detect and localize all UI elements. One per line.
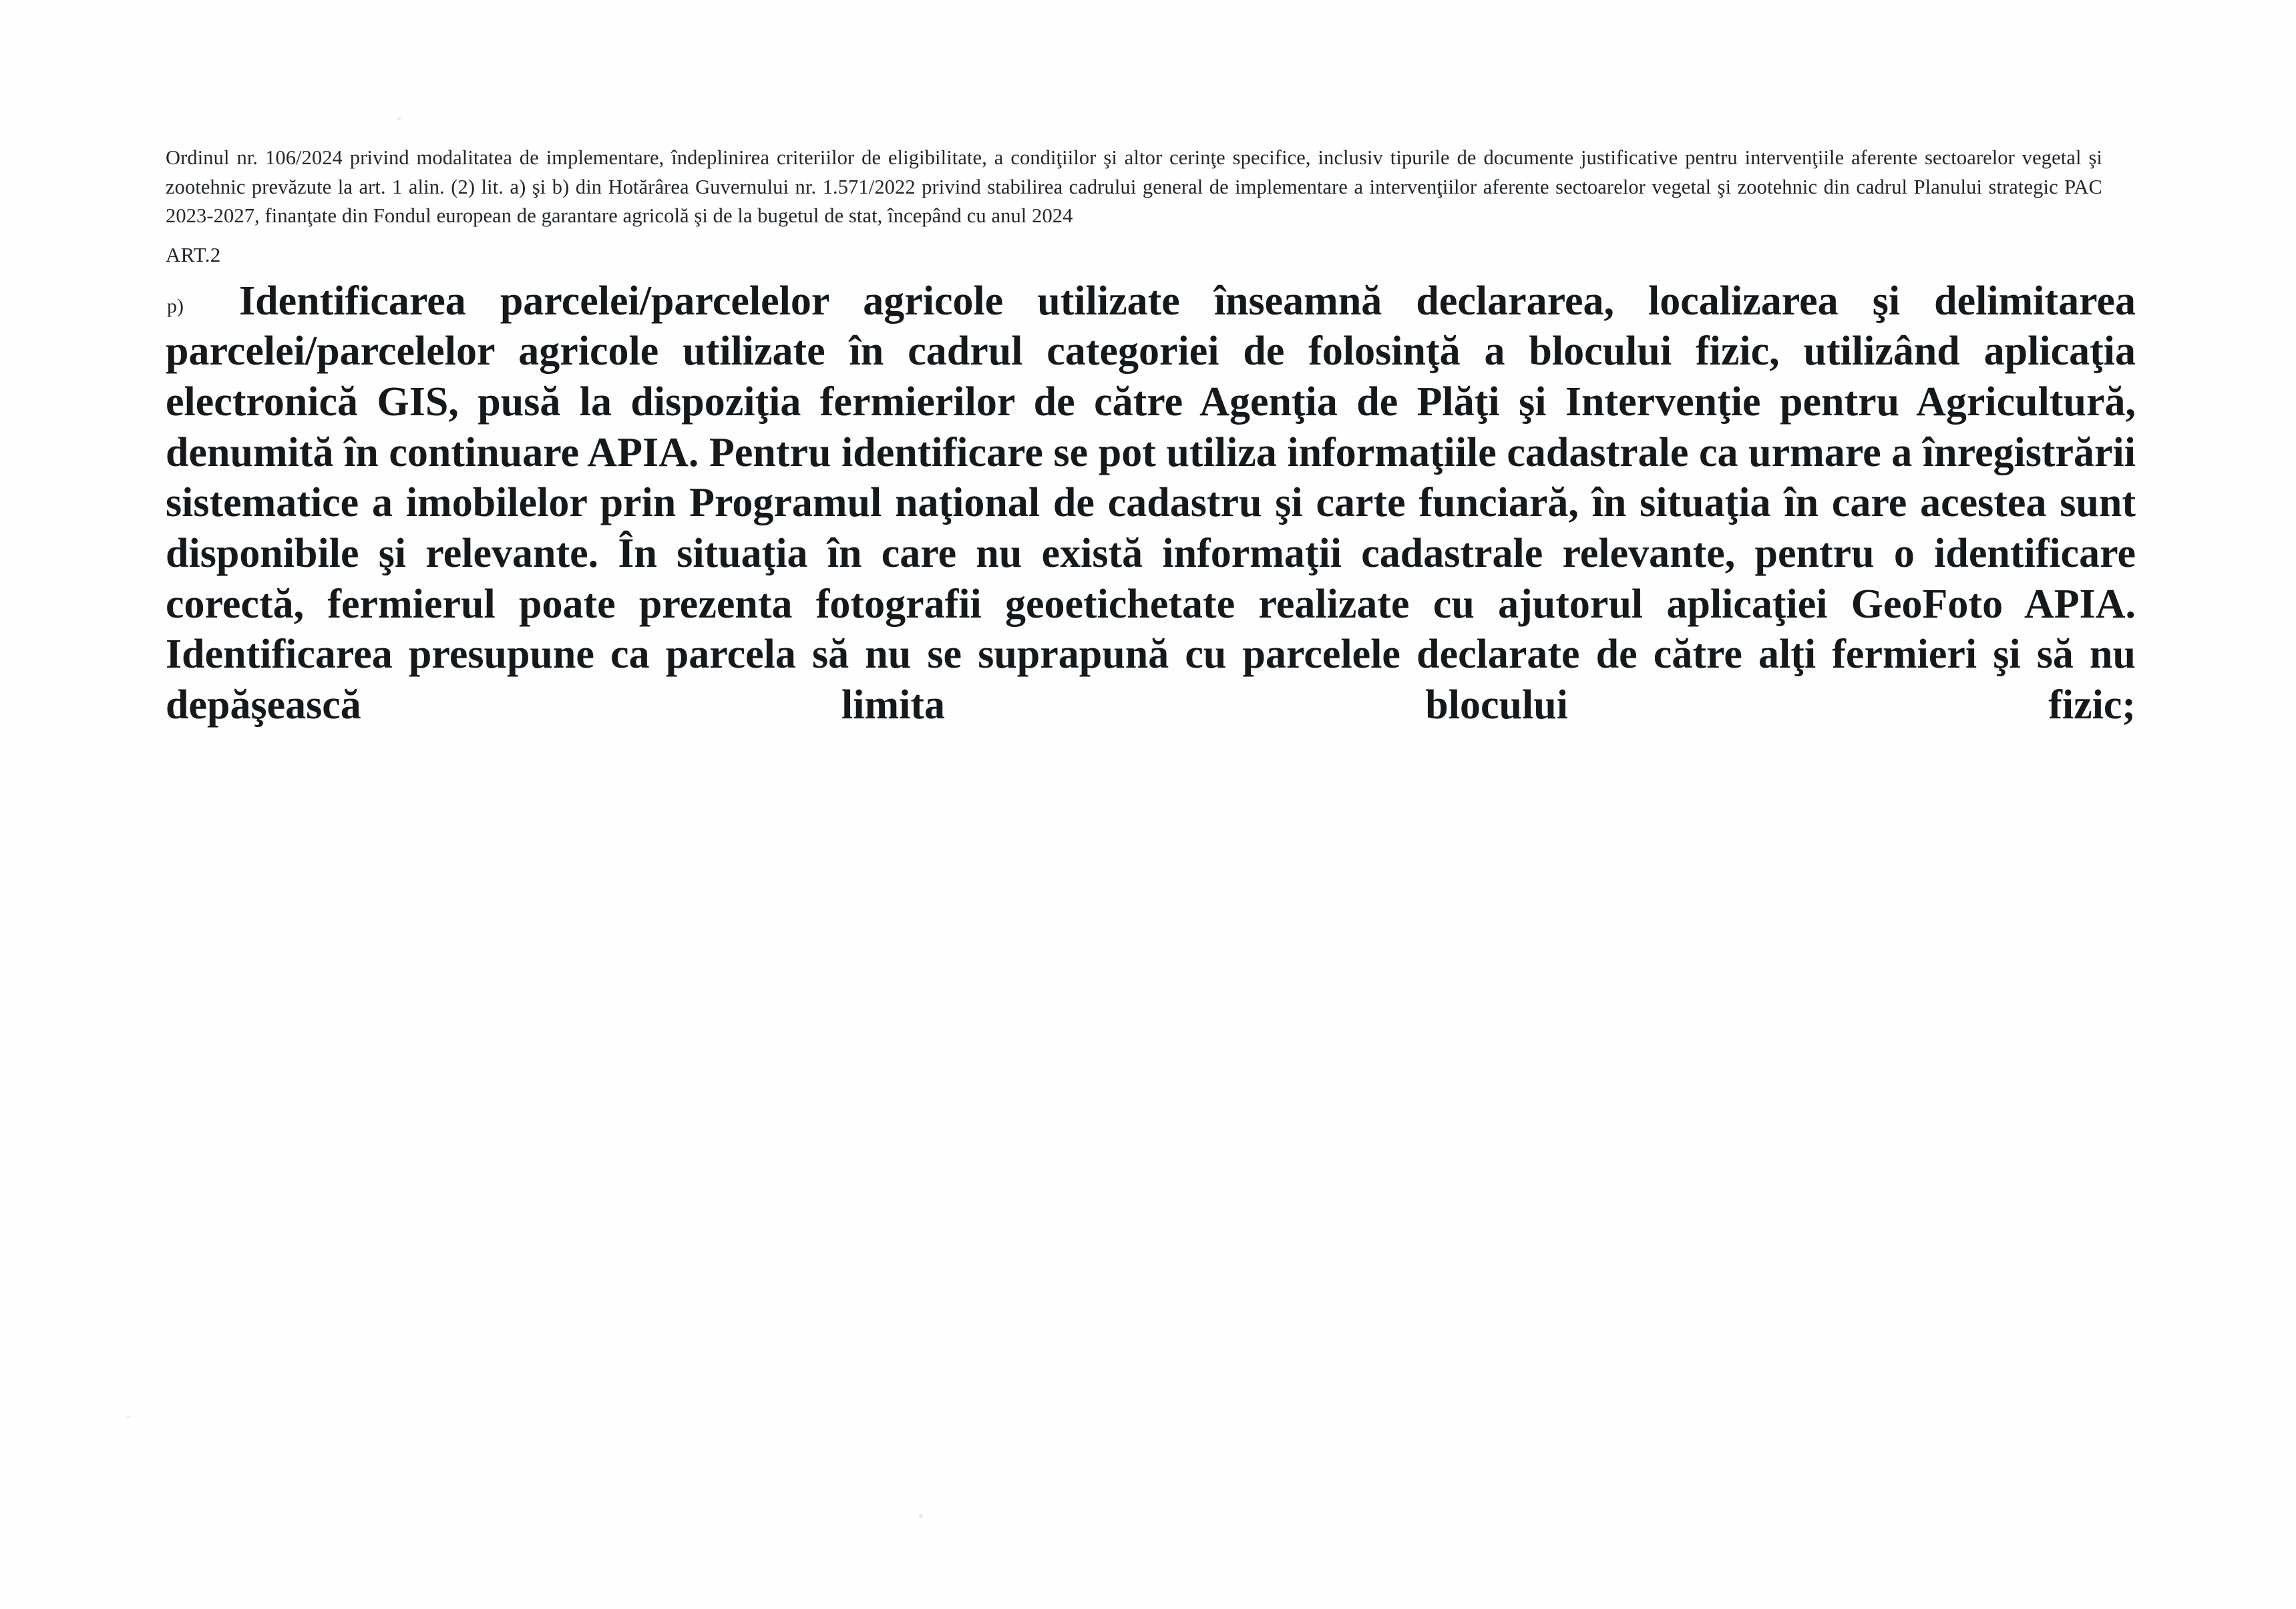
article-label: ART.2 [166,242,221,266]
list-letter-marker: p) [167,294,184,317]
scan-speck [127,1415,130,1418]
article-body [166,276,2136,781]
article-paragraph: Identificarea parcelei/parcelelor agricole utilizate înseamnă declararea, localizarea şi delimitarea parcelei/parcelelor agricole utilizate în cadrul categoriei de folosinţă a blocului fizic, utilizând aplicaţia electronică GIS, pusă la dispoziţia fermierilor de către Agenţia de Plăţi şi Intervenţie pentru Agricultură, denumită în continuare APIA. Pentru identificare se pot utiliza informaţiile cadastrale ca urmare a înregistrării sistematice a imobilelor prin Programul naţional de cadastru şi carte funciară, în situaţia în care acestea sunt disponibile şi relevante. În situaţia în care nu există informaţii cadastrale relevante, pentru o identificare corectă, fermierul poate prezenta fotografii geoetichetate realizate cu ajutorul aplicaţiei GeoFoto APIA. Identificarea presupune ca parcela să nu se suprapună cu parcelele declarate de către alţi fermieri şi să nu depăşească limita blocului fizic; [166,278,2136,728]
scan-speck [919,1514,923,1518]
scan-speck [397,117,401,120]
document-header-note: Ordinul nr. 106/2024 privind modalitatea de implementare, îndeplinirea criteriilor de eligibilitate, a condiţiilor şi altor cerinţe specifice, inclusiv tipurile de documente justificative pentru intervenţiile aferente sectoarelor vegetal şi zootehnic prevăzute la art. 1 alin. (2) lit. a) şi b) din Hotărârea Guvernului nr. 1.571/2022 privind stabilirea cadrului general de implementare a intervenţiilor aferente sectoarelor vegetal şi zootehnic din cadrul Planului strategic PAC 2023-2027, finanţate din Fondul european de garantare agricolă şi de la bugetul de stat, începând cu anul 2024 [166,146,2102,228]
document-content [166,144,2136,781]
